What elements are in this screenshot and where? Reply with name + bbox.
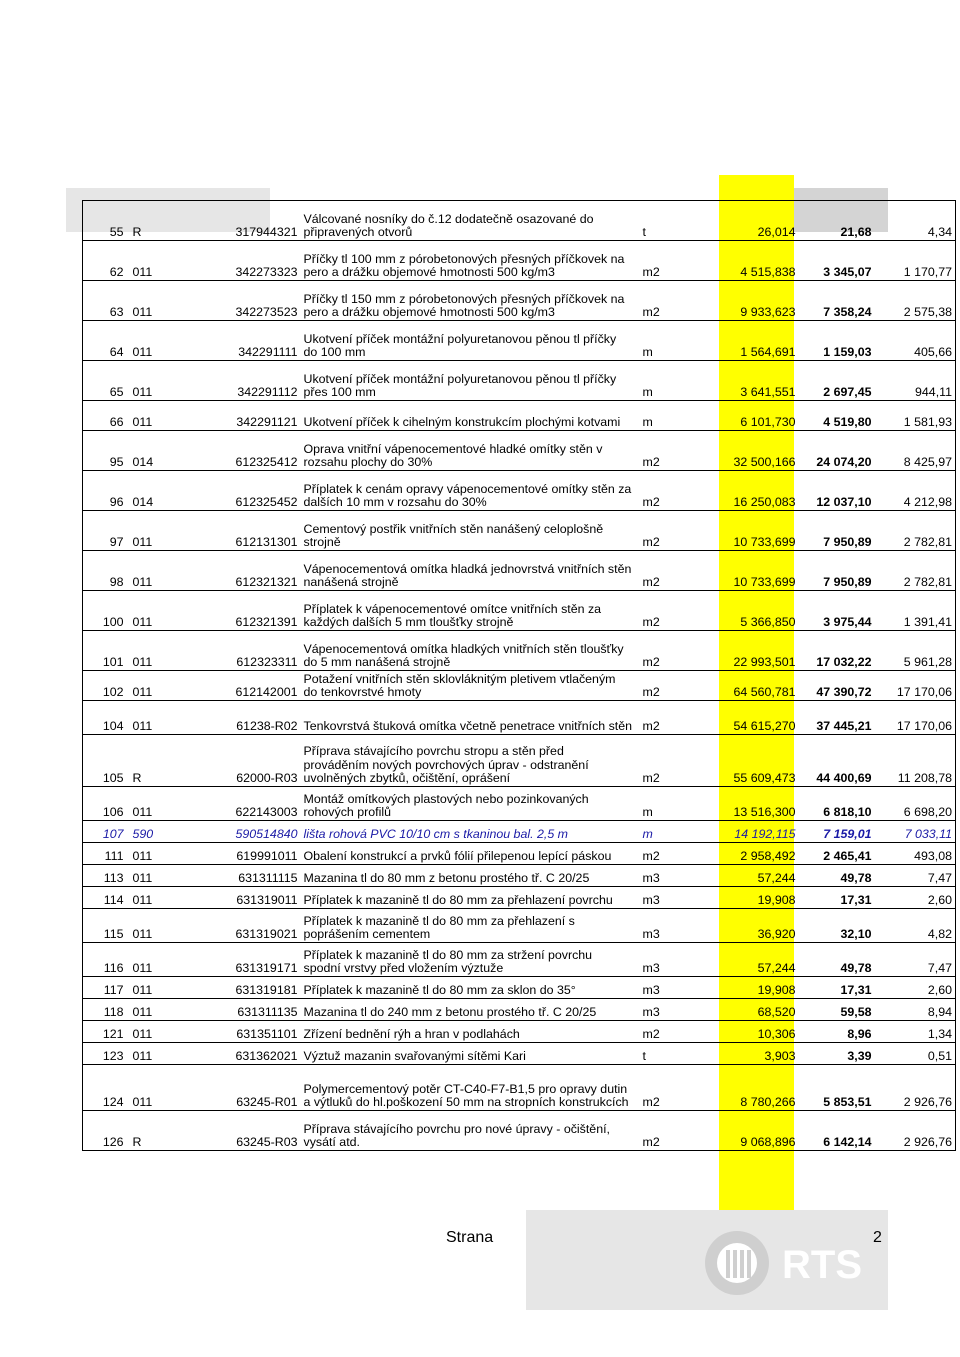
table-row xyxy=(83,241,956,281)
row-item-code: 631319011 xyxy=(173,887,301,909)
row-number: 126 xyxy=(83,1111,127,1151)
row-description: Vápenocementová omítka hladkých vnitřních stěn tloušťky do 5 mm nanášená strojně xyxy=(301,631,637,671)
table-row xyxy=(83,1111,956,1151)
row-price: 1 159,03 xyxy=(800,321,876,361)
table-row xyxy=(83,909,956,943)
row-catalog: 011 xyxy=(127,909,173,943)
row-description: Příčky tl 150 mm z pórobetonových přesných příčkovek na pero a drážku objemové hmotnosti 500 kg/m3 xyxy=(301,281,637,321)
row-price: 17,31 xyxy=(800,887,876,909)
table-row xyxy=(83,591,956,631)
row-quantity: 3 641,551 xyxy=(693,361,800,401)
row-price: 49,78 xyxy=(800,943,876,977)
row-difference: 7 033,11 xyxy=(876,821,956,843)
row-price: 12 037,10 xyxy=(800,471,876,511)
row-description: Příplatek k vápenocementové omítce vnitřních stěn za každých dalších 5 mm tloušťky strojně xyxy=(301,591,637,631)
row-catalog: 011 xyxy=(127,671,173,701)
row-catalog: 011 xyxy=(127,865,173,887)
row-description: Příčky tl 100 mm z pórobetonových přesných příčkovek na pero a drážku objemové hmotnosti 500 kg/m3 xyxy=(301,241,637,281)
row-description: Oprava vnitřní vápenocementové hladké omítky stěn v rozsahu plochy do 30% xyxy=(301,431,637,471)
row-item-code: 612142001 xyxy=(173,671,301,701)
row-difference: 944,11 xyxy=(876,361,956,401)
row-number: 113 xyxy=(83,865,127,887)
row-number: 115 xyxy=(83,909,127,943)
row-description: Mazanina tl do 80 mm z betonu prostého tř. C 20/25 xyxy=(301,865,637,887)
row-description: Ukotvení příček montážní polyuretanovou pěnou tl příčky do 100 mm xyxy=(301,321,637,361)
row-description: Příplatek k cenám opravy vápenocementové omítky stěn za dalších 10 mm v rozsahu do 30% xyxy=(301,471,637,511)
row-number: 62 xyxy=(83,241,127,281)
row-number: 100 xyxy=(83,591,127,631)
row-item-code: 342291111 xyxy=(173,321,301,361)
row-item-code: 612321321 xyxy=(173,551,301,591)
table-row xyxy=(83,887,956,909)
row-price: 21,68 xyxy=(800,201,876,241)
row-difference: 4 212,98 xyxy=(876,471,956,511)
row-unit: m3 xyxy=(637,909,693,943)
table-row xyxy=(83,551,956,591)
row-number: 114 xyxy=(83,887,127,909)
row-price: 3 975,44 xyxy=(800,591,876,631)
row-unit: m2 xyxy=(637,281,693,321)
table-row xyxy=(83,201,956,241)
table-row xyxy=(83,511,956,551)
row-quantity: 26,014 xyxy=(693,201,800,241)
row-description: Příplatek k mazanině tl do 80 mm za sklon do 35° xyxy=(301,977,637,999)
row-unit: m2 xyxy=(637,1021,693,1043)
rts-logo-text: RTS xyxy=(782,1243,862,1287)
row-number: 116 xyxy=(83,943,127,977)
row-difference: 2 782,81 xyxy=(876,551,956,591)
row-item-code: 631319021 xyxy=(173,909,301,943)
row-price: 4 519,80 xyxy=(800,401,876,431)
row-price: 49,78 xyxy=(800,865,876,887)
row-catalog: 011 xyxy=(127,321,173,361)
row-price: 2 697,45 xyxy=(800,361,876,401)
row-number: 105 xyxy=(83,735,127,787)
row-difference: 1 581,93 xyxy=(876,401,956,431)
row-quantity: 22 993,501 xyxy=(693,631,800,671)
row-difference: 1,34 xyxy=(876,1021,956,1043)
row-difference: 2 926,76 xyxy=(876,1111,956,1151)
row-description: Ukotvení příček montážní polyuretanovou pěnou tl příčky přes 100 mm xyxy=(301,361,637,401)
row-quantity: 64 560,781 xyxy=(693,671,800,701)
table-row xyxy=(83,735,956,787)
row-item-code: 631351101 xyxy=(173,1021,301,1043)
row-number: 118 xyxy=(83,999,127,1021)
row-description: Tenkovrstvá štuková omítka včetně penetrace vnitřních stěn xyxy=(301,701,637,735)
table-row xyxy=(83,843,956,865)
row-quantity: 19,908 xyxy=(693,977,800,999)
row-item-code: 317944321 xyxy=(173,201,301,241)
row-difference: 1 170,77 xyxy=(876,241,956,281)
row-catalog: 011 xyxy=(127,787,173,821)
row-difference: 8 425,97 xyxy=(876,431,956,471)
row-unit: m2 xyxy=(637,843,693,865)
row-catalog: 590 xyxy=(127,821,173,843)
row-unit: m3 xyxy=(637,999,693,1021)
row-number: 98 xyxy=(83,551,127,591)
row-item-code: 63245-R03 xyxy=(173,1111,301,1151)
row-quantity: 13 516,300 xyxy=(693,787,800,821)
row-price: 3,39 xyxy=(800,1043,876,1065)
row-item-code: 619991011 xyxy=(173,843,301,865)
row-catalog: 011 xyxy=(127,999,173,1021)
row-difference: 17 170,06 xyxy=(876,701,956,735)
row-difference: 7,47 xyxy=(876,865,956,887)
row-description: Vápenocementová omítka hladká jednovrstvá vnitřních stěn nanášená strojně xyxy=(301,551,637,591)
row-number: 55 xyxy=(83,201,127,241)
table-row xyxy=(83,281,956,321)
row-quantity: 10,306 xyxy=(693,1021,800,1043)
row-difference: 493,08 xyxy=(876,843,956,865)
row-unit: m2 xyxy=(637,735,693,787)
budget-table xyxy=(82,200,956,1151)
row-item-code: 342273323 xyxy=(173,241,301,281)
row-catalog: R xyxy=(127,735,173,787)
row-quantity: 57,244 xyxy=(693,865,800,887)
row-unit: m xyxy=(637,321,693,361)
row-item-code: 631311115 xyxy=(173,865,301,887)
row-quantity: 54 615,270 xyxy=(693,701,800,735)
row-description: Příplatek k mazanině tl do 80 mm za přehlazení povrchu xyxy=(301,887,637,909)
row-price: 6 142,14 xyxy=(800,1111,876,1151)
row-price: 17,31 xyxy=(800,977,876,999)
row-item-code: 342291121 xyxy=(173,401,301,431)
row-price: 8,96 xyxy=(800,1021,876,1043)
row-price: 6 818,10 xyxy=(800,787,876,821)
row-unit: m2 xyxy=(637,431,693,471)
row-catalog: 011 xyxy=(127,241,173,281)
rts-logo xyxy=(702,1228,892,1298)
table-row xyxy=(83,401,956,431)
row-catalog: 011 xyxy=(127,631,173,671)
row-difference: 0,51 xyxy=(876,1043,956,1065)
table-row xyxy=(83,631,956,671)
row-number: 106 xyxy=(83,787,127,821)
table-row xyxy=(83,1065,956,1111)
row-difference: 6 698,20 xyxy=(876,787,956,821)
row-quantity: 16 250,083 xyxy=(693,471,800,511)
row-unit: m xyxy=(637,401,693,431)
row-quantity: 5 366,850 xyxy=(693,591,800,631)
row-difference: 11 208,78 xyxy=(876,735,956,787)
row-catalog: 014 xyxy=(127,431,173,471)
row-number: 107 xyxy=(83,821,127,843)
row-description: Cementový postřik vnitřních stěn nanášený celoplošně strojně xyxy=(301,511,637,551)
row-catalog: 011 xyxy=(127,1065,173,1111)
row-difference: 2,60 xyxy=(876,887,956,909)
row-number: 117 xyxy=(83,977,127,999)
row-unit: m2 xyxy=(637,701,693,735)
row-description: Ukotvení příček k cihelným konstrukcím plochými kotvami xyxy=(301,401,637,431)
row-quantity: 14 192,115 xyxy=(693,821,800,843)
row-item-code: 631319171 xyxy=(173,943,301,977)
row-item-code: 342273523 xyxy=(173,281,301,321)
row-unit: m3 xyxy=(637,943,693,977)
row-description: Příprava stávajícího povrchu pro nové úpravy - očištění, vysátí atd. xyxy=(301,1111,637,1151)
row-number: 97 xyxy=(83,511,127,551)
row-quantity: 3,903 xyxy=(693,1043,800,1065)
row-number: 123 xyxy=(83,1043,127,1065)
row-item-code: 631319181 xyxy=(173,977,301,999)
row-description: Válcované nosníky do č.12 dodatečně osazované do připravených otvorů xyxy=(301,201,637,241)
row-quantity: 32 500,166 xyxy=(693,431,800,471)
row-price: 32,10 xyxy=(800,909,876,943)
row-difference: 405,66 xyxy=(876,321,956,361)
row-unit: m2 xyxy=(637,551,693,591)
row-catalog: 011 xyxy=(127,511,173,551)
row-catalog: 011 xyxy=(127,943,173,977)
row-item-code: 631362021 xyxy=(173,1043,301,1065)
row-item-code: 612131301 xyxy=(173,511,301,551)
row-catalog: 011 xyxy=(127,1021,173,1043)
row-item-code: 63245-R01 xyxy=(173,1065,301,1111)
table-row xyxy=(83,943,956,977)
row-price: 5 853,51 xyxy=(800,1065,876,1111)
row-item-code: 612325452 xyxy=(173,471,301,511)
row-quantity: 9 933,623 xyxy=(693,281,800,321)
row-unit: m2 xyxy=(637,1065,693,1111)
row-price: 3 345,07 xyxy=(800,241,876,281)
row-difference: 2 926,76 xyxy=(876,1065,956,1111)
row-unit: m2 xyxy=(637,511,693,551)
table-row xyxy=(83,431,956,471)
table-row xyxy=(83,999,956,1021)
row-catalog: 011 xyxy=(127,401,173,431)
row-difference: 2 575,38 xyxy=(876,281,956,321)
row-unit: m xyxy=(637,361,693,401)
row-number: 64 xyxy=(83,321,127,361)
row-quantity: 57,244 xyxy=(693,943,800,977)
row-item-code: 590514840 xyxy=(173,821,301,843)
row-description: Příprava stávajícího povrchu stropu a stěn před prováděním nových povrchových úprav - odstranění uvolněných zbytků, očištění, oprášení xyxy=(301,735,637,787)
row-price: 47 390,72 xyxy=(800,671,876,701)
row-number: 65 xyxy=(83,361,127,401)
row-catalog: 011 xyxy=(127,1043,173,1065)
row-difference: 5 961,28 xyxy=(876,631,956,671)
row-unit: m3 xyxy=(637,887,693,909)
page-label: Strana xyxy=(446,1229,494,1246)
row-catalog: 011 xyxy=(127,591,173,631)
row-price: 59,58 xyxy=(800,999,876,1021)
row-catalog: 014 xyxy=(127,471,173,511)
table-row xyxy=(83,865,956,887)
row-unit: m2 xyxy=(637,671,693,701)
row-quantity: 9 068,896 xyxy=(693,1111,800,1151)
row-number: 121 xyxy=(83,1021,127,1043)
row-difference: 8,94 xyxy=(876,999,956,1021)
row-price: 7 950,89 xyxy=(800,511,876,551)
row-price: 24 074,20 xyxy=(800,431,876,471)
row-quantity: 68,520 xyxy=(693,999,800,1021)
row-description: Obalení konstrukcí a prvků fólií přilepenou lepící páskou xyxy=(301,843,637,865)
row-catalog: 011 xyxy=(127,361,173,401)
row-number: 66 xyxy=(83,401,127,431)
row-unit: m2 xyxy=(637,1111,693,1151)
row-difference: 4,82 xyxy=(876,909,956,943)
row-number: 63 xyxy=(83,281,127,321)
row-price: 44 400,69 xyxy=(800,735,876,787)
row-number: 124 xyxy=(83,1065,127,1111)
row-difference: 7,47 xyxy=(876,943,956,977)
row-quantity: 6 101,730 xyxy=(693,401,800,431)
row-unit: m2 xyxy=(637,471,693,511)
row-number: 111 xyxy=(83,843,127,865)
row-description: Příplatek k mazanině tl do 80 mm za stržení povrchu spodní vrstvy před vložením výztuže xyxy=(301,943,637,977)
row-item-code: 61238-R02 xyxy=(173,701,301,735)
row-price: 37 445,21 xyxy=(800,701,876,735)
table-row xyxy=(83,701,956,735)
row-unit: t xyxy=(637,1043,693,1065)
row-quantity: 4 515,838 xyxy=(693,241,800,281)
row-difference: 2,60 xyxy=(876,977,956,999)
row-item-code: 612325412 xyxy=(173,431,301,471)
row-unit: m xyxy=(637,821,693,843)
row-item-code: 622143003 xyxy=(173,787,301,821)
row-difference: 4,34 xyxy=(876,201,956,241)
page-number: 2 xyxy=(873,1229,882,1246)
row-price: 7 159,01 xyxy=(800,821,876,843)
table-row xyxy=(83,1021,956,1043)
row-catalog: 011 xyxy=(127,701,173,735)
row-catalog: 011 xyxy=(127,551,173,591)
table-row xyxy=(83,1043,956,1065)
row-catalog: R xyxy=(127,201,173,241)
row-description: Polymercementový potěr CT-C40-F7-B1,5 pro opravy dutin a výtluků do hl.poškození 50 mm na stropních konstrukcích xyxy=(301,1065,637,1111)
row-catalog: R xyxy=(127,1111,173,1151)
row-unit: t xyxy=(637,201,693,241)
row-price: 7 950,89 xyxy=(800,551,876,591)
row-description: Potažení vnitřních stěn sklovláknitým pletivem vtlačeným do tenkovrstvé hmoty xyxy=(301,671,637,701)
row-quantity: 19,908 xyxy=(693,887,800,909)
table-row xyxy=(83,361,956,401)
row-description: Výztuž mazanin svařovanými sítěmi Kari xyxy=(301,1043,637,1065)
row-catalog: 011 xyxy=(127,843,173,865)
row-description: Příplatek k mazanině tl do 80 mm za přehlazení s poprášením cementem xyxy=(301,909,637,943)
table-row xyxy=(83,321,956,361)
row-item-code: 342291112 xyxy=(173,361,301,401)
row-unit: m3 xyxy=(637,977,693,999)
row-number: 102 xyxy=(83,671,127,701)
row-description: Zřízení bednění rýh a hran v podlahách xyxy=(301,1021,637,1043)
row-description: Montáž omítkových plastových nebo pozinkovaných rohových profilů xyxy=(301,787,637,821)
row-number: 96 xyxy=(83,471,127,511)
row-item-code: 612323311 xyxy=(173,631,301,671)
row-item-code: 612321391 xyxy=(173,591,301,631)
row-unit: m2 xyxy=(637,631,693,671)
row-unit: m3 xyxy=(637,865,693,887)
table-row xyxy=(83,821,956,843)
row-catalog: 011 xyxy=(127,887,173,909)
row-item-code: 631311135 xyxy=(173,999,301,1021)
table-row xyxy=(83,787,956,821)
row-description: Mazanina tl do 240 mm z betonu prostého tř. C 20/25 xyxy=(301,999,637,1021)
row-quantity: 1 564,691 xyxy=(693,321,800,361)
row-unit: m xyxy=(637,787,693,821)
table-row xyxy=(83,977,956,999)
row-difference: 17 170,06 xyxy=(876,671,956,701)
row-quantity: 10 733,699 xyxy=(693,511,800,551)
row-difference: 1 391,41 xyxy=(876,591,956,631)
table-row xyxy=(83,671,956,701)
row-price: 7 358,24 xyxy=(800,281,876,321)
row-description: lišta rohová PVC 10/10 cm s tkaninou bal. 2,5 m xyxy=(301,821,637,843)
row-number: 104 xyxy=(83,701,127,735)
row-number: 95 xyxy=(83,431,127,471)
row-catalog: 011 xyxy=(127,281,173,321)
row-unit: m2 xyxy=(637,591,693,631)
row-quantity: 36,920 xyxy=(693,909,800,943)
row-number: 101 xyxy=(83,631,127,671)
row-quantity: 55 609,473 xyxy=(693,735,800,787)
row-quantity: 8 780,266 xyxy=(693,1065,800,1111)
row-quantity: 2 958,492 xyxy=(693,843,800,865)
row-quantity: 10 733,699 xyxy=(693,551,800,591)
row-price: 17 032,22 xyxy=(800,631,876,671)
row-catalog: 011 xyxy=(127,977,173,999)
row-difference: 2 782,81 xyxy=(876,511,956,551)
row-price: 2 465,41 xyxy=(800,843,876,865)
rts-logo-icon xyxy=(705,1231,769,1295)
row-item-code: 62000-R03 xyxy=(173,735,301,787)
table-row xyxy=(83,471,956,511)
row-unit: m2 xyxy=(637,241,693,281)
